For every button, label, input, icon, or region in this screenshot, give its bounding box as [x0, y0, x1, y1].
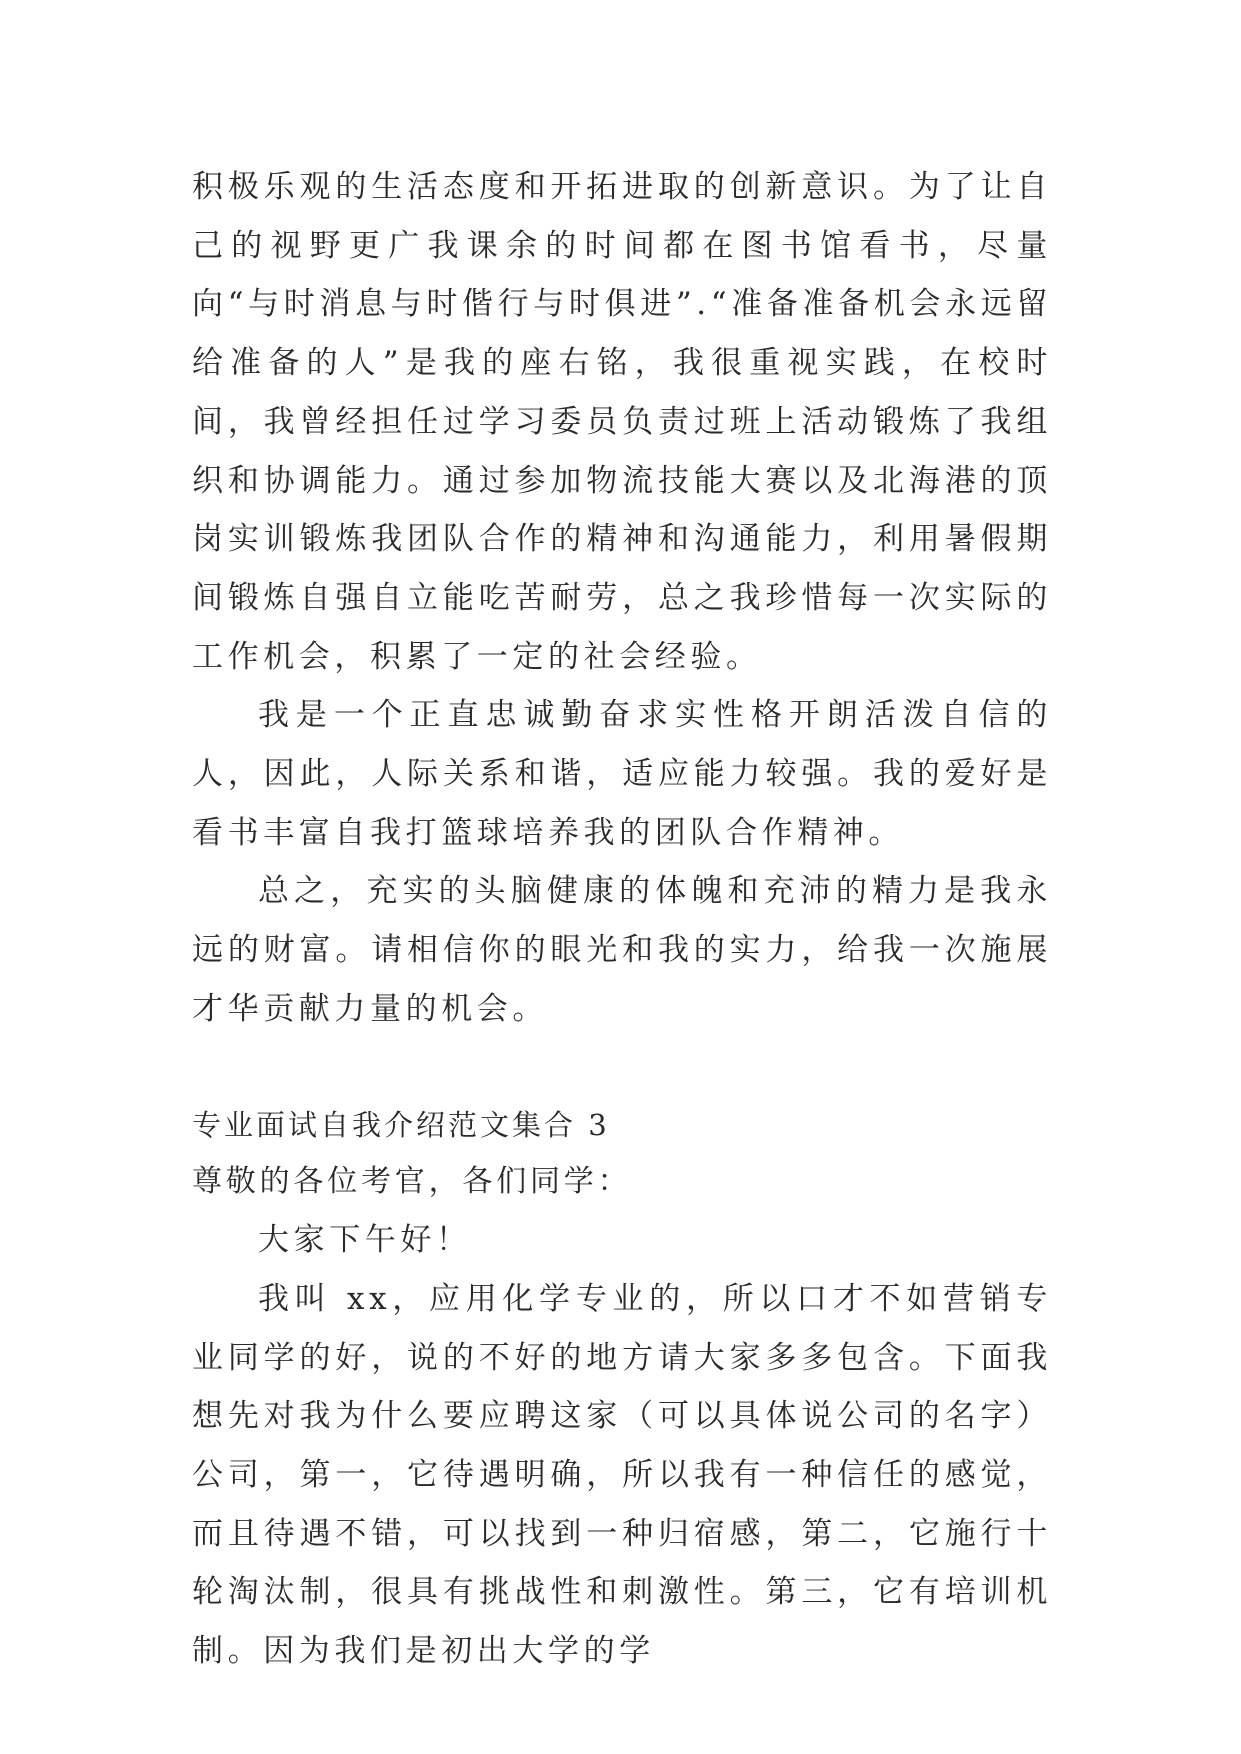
section-title: 专业面试自我介绍范文集合 3 [192, 1107, 610, 1142]
paragraph-introduction: 我叫 xx，应用化学专业的，所以口才不如营销专业同学的好，说的不好的地方请大家多多包含。下面我想先对我为什么要应聘这家（可以具体说公司的名字）公司，第一，它待遇明确，所以我有一种信任的感觉，而且待遇不错，可以找到一种归宿感，第二，它施行十轮淘汰制，很具有挑战性和刺激性。第三，它有培训机制。因为我们是初出大学的学 [192, 1280, 1052, 1670]
text-column [192, 158, 1052, 1681]
paragraph-continuation: 积极乐观的生活态度和开拓进取的创新意识。为了让自己的视野更广我课余的时间都在图书馆看书，尽量向“与时消息与时偕行与时俱进”.“准备准备机会永远留给准备的人”是我的座右铭，我很重视实践，在校时间，我曾经担任过学习委员负责过班上活动锻炼了我组织和协调能力。通过参加物流技能大赛以及北海港的顶岗实训锻炼我团队合作的精神和沟通能力，利用暑假期间锻炼自强自立能吃苦耐劳，总之我珍惜每一次实际的工作机会，积累了一定的社会经验。 [192, 169, 1052, 675]
salutation: 尊敬的各位考官，各们同学： [192, 1163, 632, 1199]
paragraph-personality: 我是一个正直忠诚勤奋求实性格开朗活泼自信的人，因此，人际关系和谐，适应能力较强。我的爱好是看书丰富自我打篮球培养我的团队合作精神。 [192, 697, 1052, 851]
paragraph-conclusion: 总之，充实的头脑健康的体魄和充沛的精力是我永远的财富。请相信你的眼光和我的实力，给我一次施展才华贡献力量的机会。 [192, 873, 1052, 1027]
greeting: 大家下午好！ [258, 1222, 472, 1259]
